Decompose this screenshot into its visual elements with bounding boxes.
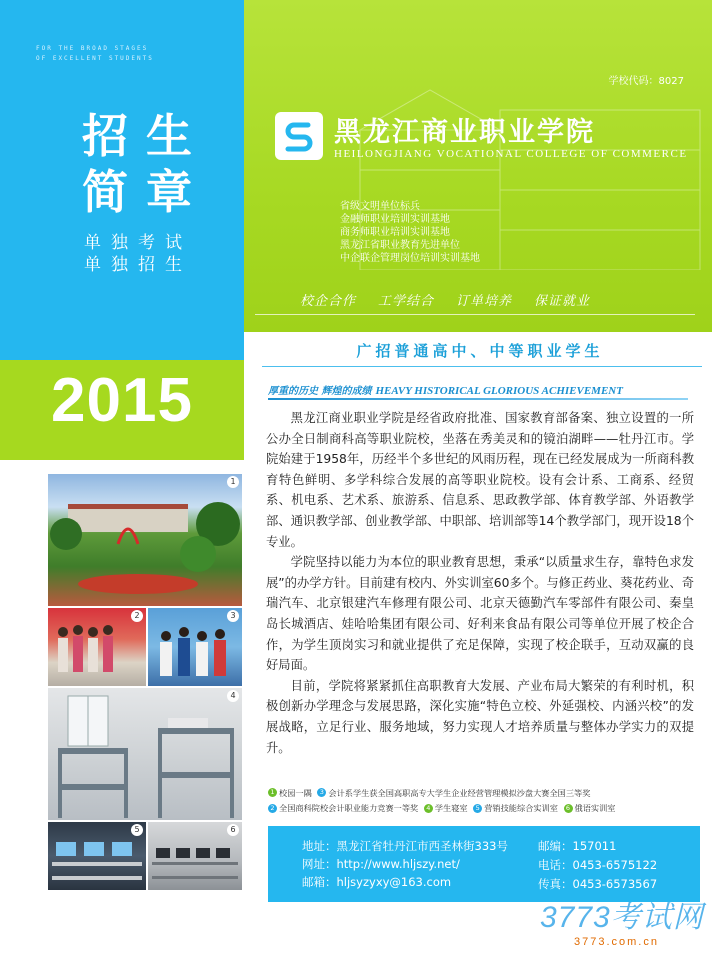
motto-item: 订单培养 (456, 294, 513, 309)
photo-number: 3 (227, 610, 239, 622)
motto-divider (255, 314, 695, 315)
contact-address: 地址：黑龙江省牡丹江市西圣林街333号 (302, 839, 508, 853)
honors-list (340, 200, 480, 265)
caption-item: 4 学生寝室 (424, 801, 468, 815)
motto-item: 保证就业 (534, 294, 591, 309)
school-name-cn: 黑龙江商业职业学院 (334, 117, 595, 148)
contact-box (268, 826, 700, 902)
section-rule (268, 398, 688, 400)
honor-item: 中企联企管理岗位培训实训基地 (340, 253, 480, 264)
school-name-en: HEILONGJIANG VOCATIONAL COLLEGE OF COMMERCE (334, 148, 688, 160)
brochure-subtitle: 单独考试 单独招生 (84, 233, 192, 275)
caption-item: 1 校园一隅 (268, 786, 312, 800)
caption-item: 5 营销技能综合实训室 (473, 801, 558, 815)
caption-item: 2 全国商科院校会计职业能力竞赛一等奖 (268, 801, 418, 815)
honor-item: 金融师职业培训实训基地 (340, 214, 450, 225)
caption-number: 1 (268, 788, 277, 797)
caption-number: 4 (424, 804, 433, 813)
caption-number: 3 (317, 788, 326, 797)
photo-marketing-lab (48, 822, 146, 890)
intro-paragraph: 黑龙江商业职业学院是经省政府批准、国家教育部备案、独立设置的一所公办全日制商科高等职业院校，坐落在秀美灵和的镜泊湖畔——牡丹江市。学院始建于1958年，历经半个多世纪的风雨历程，现在已经发展成为一所商科教育特色鲜明、多学科综合发展的高等职业院校。设有会计系、工商系、经贸系、机电系、艺术系、旅游系、信息系、思政教学部、体育教学部、外语教学部、通识教学部、创业教学部、中职部、培训部等14个教学部门，现开设18个专业。 (266, 411, 694, 549)
recruit-divider (262, 366, 702, 367)
photo-number: 6 (227, 824, 239, 836)
caption-item: 3 会计系学生获全国高职高专大学生企业经营管理模拟沙盘大赛全国三等奖 (317, 786, 590, 800)
site-watermark (540, 892, 710, 948)
photo-number: 2 (131, 610, 143, 622)
contact-website[interactable]: 网址：http://www.hljszy.net/ (302, 857, 460, 871)
year-label: 2015 (51, 366, 193, 435)
school-logo-icon (275, 112, 323, 160)
photo-russian-lab (148, 822, 242, 890)
caption-number: 5 (473, 804, 482, 813)
caption-number: 6 (564, 804, 573, 813)
photo-competition-award (48, 608, 146, 686)
contact-phone: 电话：0453-6575122 (538, 858, 658, 872)
photo-number: 1 (227, 476, 239, 488)
school-code: 学校代码：8027 (608, 76, 684, 87)
section-heading-en: HEAVY HISTORICAL GLORIOUS ACHIEVEMENT (375, 385, 623, 397)
contact-email[interactable]: 邮箱：hljsyzyxy@163.com (302, 875, 452, 889)
caption-number: 2 (268, 804, 277, 813)
intro-text (266, 408, 694, 758)
intro-paragraph: 目前，学院将紧紧抓住高职教育大发展、产业布局大繁荣的有利时机，积极创新办学理念与发展思路，深化实施“特色立校、外延强校、内涵兴校”的发展战略，立足行业、服务地域，努力实现人才培养质量与整体办学实力的双提升。 (266, 678, 694, 755)
motto-item: 工学结合 (378, 294, 435, 309)
honor-item: 省级文明单位标兵 (340, 201, 420, 212)
watermark-logo: 3773考试网 (540, 901, 704, 934)
honor-item: 黑龙江省职业教育先进单位 (340, 240, 460, 251)
section-heading-cn: 厚重的历史 辉煌的成绩 (268, 386, 372, 397)
photo-dormitory (48, 688, 242, 820)
photo-number: 5 (131, 824, 143, 836)
watermark-url: 3773.com.cn (574, 936, 659, 948)
english-tagline: FOR THE BROAD STAGES OF EXCELLENT STUDENTS (36, 45, 154, 62)
recruit-heading: 广招普通高中、中等职业学生 (356, 342, 604, 360)
photo-campus (48, 474, 242, 606)
honor-item: 商务师职业培训实训基地 (340, 227, 450, 238)
brochure-title: 招生 简章 (82, 109, 210, 219)
intro-paragraph: 学院坚持以能力为本位的职业教育思想，秉承“以质量求生存，靠特色求发展”的办学方针。目前建有校内、外实训室60多个。与修正药业、葵花药业、奇瑞汽车、北京银建汽车修理有限公司、北京天德勤汽车零部件有限公司、秦皇岛长城酒店、娃哈哈集团有限公司、好利来食品有限公司等单位开展了校企合作，为学生顶岗实习和就业提供了充足保障，实现了校企联手，互动双赢的良好局面。 (266, 555, 694, 673)
contact-fax: 传真：0453-6573567 (538, 877, 658, 891)
photo-accounting-award (148, 608, 242, 686)
section-heading (268, 382, 688, 397)
photo-captions (268, 784, 708, 815)
motto-item: 校企合作 (300, 294, 357, 309)
contact-postcode: 邮编：157011 (538, 839, 617, 853)
caption-item: 6 俄语实训室 (564, 801, 616, 815)
photo-number: 4 (227, 690, 239, 702)
motto-bar (270, 290, 690, 312)
